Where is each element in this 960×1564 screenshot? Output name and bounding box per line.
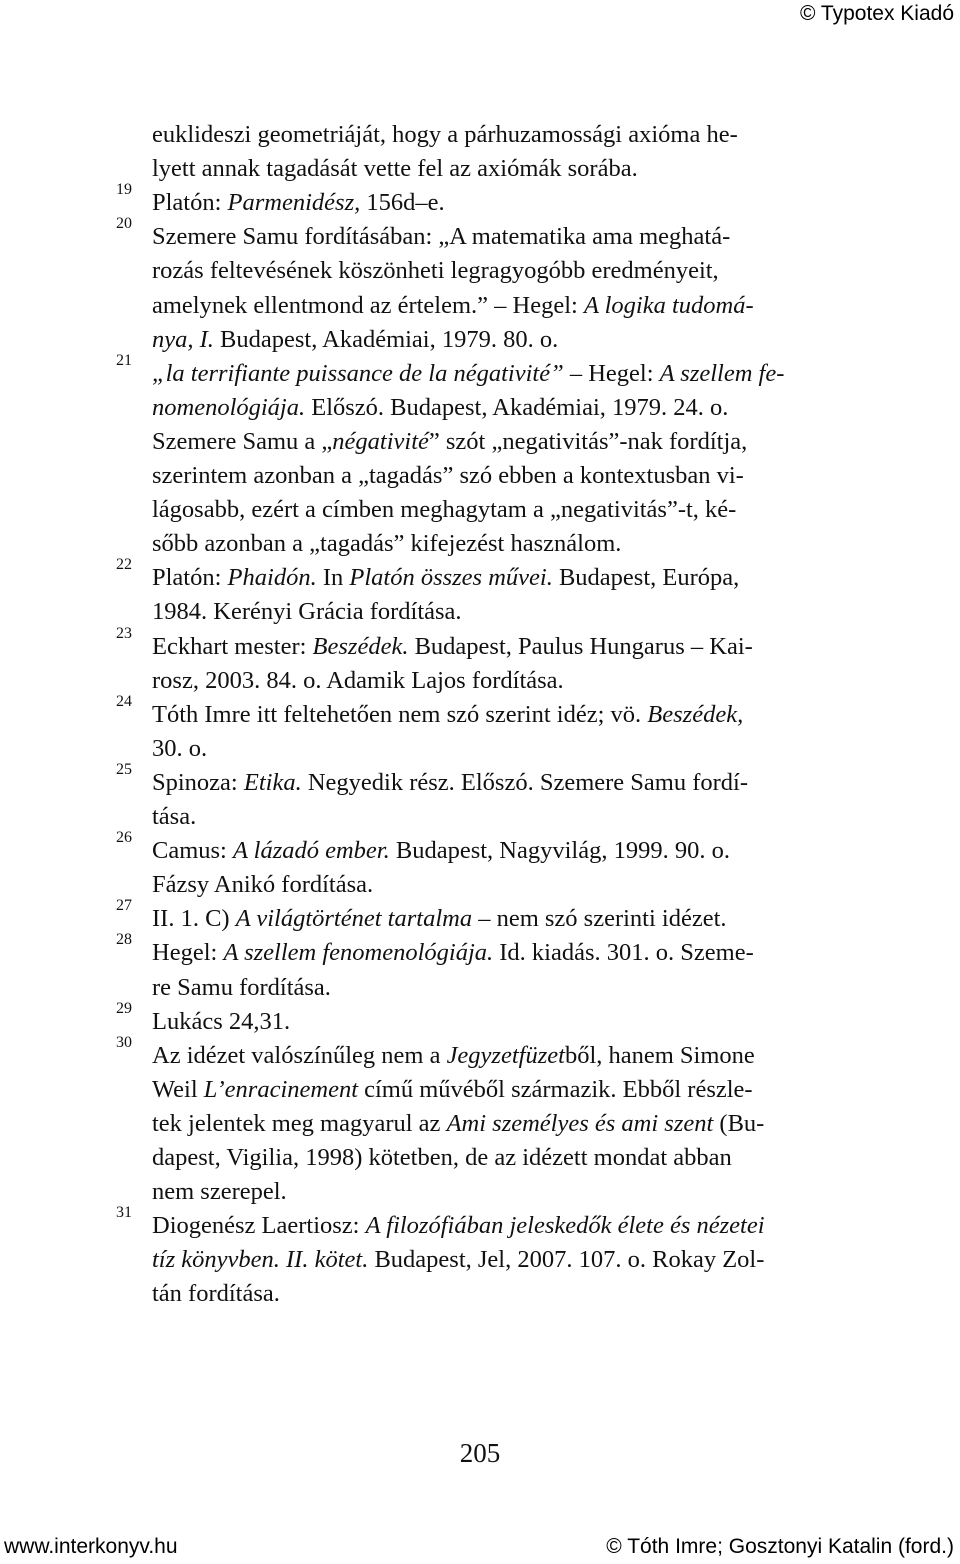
footnote-text: sőbb azonban a „tagadás” kifejezést használom. [152, 530, 622, 558]
footnote-text: Tóth Imre itt feltehetően nem szó szerint idéz; vö. [152, 700, 648, 728]
footnote-line [152, 595, 844, 629]
footnote-text: Platón: [152, 564, 228, 592]
website-link[interactable]: www.interkonyv.hu [4, 1535, 178, 1558]
footnote-text: – Hegel: [563, 359, 660, 387]
footnote-line [152, 186, 844, 220]
footnote-line [152, 1141, 844, 1175]
footnote-line [152, 561, 844, 595]
footnote-number: 23 [116, 624, 132, 642]
footnote-text: rosz, 2003. 84. o. Adamik Lajos fordítása. [152, 666, 564, 694]
footnote-line [152, 630, 844, 664]
footnote-line [152, 289, 844, 323]
italic-title-text: Beszédek, [647, 700, 744, 728]
footnote-number: 19 [116, 181, 132, 199]
footnote-line [152, 527, 844, 561]
footnote-line [152, 254, 844, 288]
footnote-text: tek jelentek meg magyarul az [152, 1109, 447, 1137]
italic-title-text: négativité [332, 427, 429, 455]
footnote-text: Szemere Samu a „ [152, 427, 333, 455]
footnote-number: 22 [116, 556, 132, 574]
footnote-line [152, 834, 844, 868]
italic-title-text: Platón összes művei. [349, 564, 553, 592]
footnote-line [152, 732, 844, 766]
footnote-line [152, 766, 844, 800]
footnote-line [152, 1073, 844, 1107]
footnote-text: re Samu fordítása. [152, 973, 331, 1001]
footnote-number: 28 [116, 931, 132, 949]
footnote-text: nem szerepel. [152, 1178, 287, 1206]
italic-title-text: Beszédek. [312, 632, 409, 660]
footnote-text: – nem szó szerinti idézet. [472, 905, 727, 933]
footnote-text: lyett annak tagadását vette fel az axiómák sorába. [152, 155, 638, 183]
footnote-line [152, 1209, 844, 1243]
footnote-text: II. 1. C) [152, 905, 236, 933]
footnote-text: szerintem azonban a „tagadás” szó ebben a kontextusban vi- [152, 462, 744, 489]
footnote-text: tása. [152, 803, 197, 830]
footnote-line [152, 971, 844, 1005]
footnote-text: rozás feltevésének köszönheti legragyogóbb eredményeit, [152, 257, 719, 285]
footnote-line [152, 1277, 844, 1311]
footnote-line [152, 698, 844, 732]
footnote-text: Diogenész Laertiosz: [152, 1212, 366, 1240]
italic-title-text: tíz könyvben. II. kötet. [152, 1246, 369, 1274]
italic-title-text: nomenológiája. [152, 393, 306, 421]
footnote-text: 1984. Kerényi Grácia fordítása. [152, 598, 462, 626]
publisher-credit: © Typotex Kiadó [799, 2, 954, 25]
footnote-text: Camus: [152, 837, 233, 865]
italic-title-text: A logika tudomá- [583, 291, 754, 319]
footnote-text: 30. o. [152, 734, 208, 762]
italic-title-text: A szellem fenomenológiája. [223, 939, 494, 967]
italic-title-text: Jegyzetfüzet [446, 1041, 565, 1069]
footnote-text: Id. kiadás. 301. o. Szeme- [493, 939, 754, 967]
italic-title-text: L’enracinement [203, 1075, 358, 1103]
footnote-line [152, 800, 844, 834]
footnote-line [152, 868, 844, 902]
footnote-text: Lukács 24,31. [152, 1007, 291, 1035]
footnote-line [152, 1005, 844, 1039]
footnote-text: In [316, 564, 350, 592]
footnote-text: Szemere Samu fordításában: „A matematika ama meghatá- [152, 223, 731, 251]
footnote-line [152, 1107, 844, 1141]
footnote-text: Budapest, Nagyvilág, 1999. 90. o. [389, 837, 730, 865]
footnote-text: Előszó. Budapest, Akadémiai, 1979. 24. o. [305, 393, 729, 421]
italic-title-text: Parmenidész, [227, 189, 361, 217]
footnote-text: dapest, Vigilia, 1998) kötetben, de az idézett mondat abban [152, 1144, 732, 1171]
footnote-line [152, 1243, 844, 1277]
italic-title-text: A filozófiában jeleskedők élete és nézetei [365, 1212, 765, 1240]
footnote-line [152, 459, 844, 493]
footnote-text: Budapest, Paulus Hungarus – Kai- [408, 632, 753, 660]
footnote-text: euklideszi geometriáját, hogy a párhuzamossági axióma he- [152, 121, 738, 148]
footnote-text: Az idézet valószínűleg nem a [152, 1041, 447, 1069]
footnote-text: lágosabb, ezért a címben meghagytam a „negativitás”-t, ké- [152, 496, 737, 524]
footnote-line [152, 118, 844, 152]
footnote-text: amelynek ellentmond az értelem.” – Hegel: [152, 291, 584, 319]
footnote-line [152, 220, 844, 254]
footnote-line [152, 664, 844, 698]
footnote-text: című művéből származik. Ebből részle- [358, 1075, 753, 1103]
italic-title-text: A világtörténet tartalma [235, 905, 473, 933]
footnote-text: Platón: [152, 189, 228, 217]
italic-title-text: Ami személyes és ami szent [446, 1109, 714, 1137]
italic-title-text: nya, I. [152, 325, 214, 353]
footnote-text: Hegel: [152, 939, 224, 967]
footnote-text: ” szót „negativitás”-nak fordítja, [428, 427, 748, 455]
italic-title-text: A lázadó ember. [233, 837, 390, 865]
footnote-text: tán fordítása. [152, 1280, 280, 1308]
footnote-line [152, 493, 844, 527]
italic-title-text: Phaidón. [227, 564, 317, 592]
footnote-text: Fázsy Anikó fordítása. [152, 871, 374, 899]
footnote-number: 27 [116, 897, 132, 915]
footnote-number: 25 [116, 760, 132, 778]
footnote-text: Budapest, Akadémiai, 1979. 80. o. [213, 325, 559, 353]
footnote-text: Eckhart mester: [152, 632, 313, 660]
italic-title-text: „la terrifiante puissance de la négativité” [152, 359, 564, 387]
footnote-text: 156d–e. [360, 189, 445, 217]
footnote-number: 29 [116, 999, 132, 1017]
translator-credit: © Tóth Imre; Gosztonyi Katalin (ford.) [606, 1535, 954, 1558]
italic-title-text: A szellem fe- [659, 359, 785, 387]
footnote-line [152, 936, 844, 970]
footnote-line [152, 1039, 844, 1073]
footnote-text: Budapest, Jel, 2007. 107. o. Rokay Zol- [368, 1246, 765, 1274]
footnote-number: 26 [116, 829, 132, 847]
footnote-line [152, 152, 844, 186]
footnote-number: 24 [116, 692, 132, 710]
footnote-text: Weil [152, 1075, 204, 1103]
footnote-line [152, 1175, 844, 1209]
footnote-line [152, 323, 844, 357]
footnote-number: 20 [116, 215, 132, 233]
footnote-line [152, 425, 844, 459]
footnote-line [152, 391, 844, 425]
page-number: 205 [459, 1438, 501, 1468]
footnote-number: 21 [116, 351, 132, 369]
footnote-number: 30 [116, 1033, 132, 1051]
footnote-line [152, 902, 844, 936]
footnote-text: (Bu- [713, 1109, 765, 1137]
italic-title-text: Etika. [243, 768, 302, 796]
footnote-line [152, 357, 844, 391]
footnote-text: Spinoza: [152, 768, 244, 796]
footnote-text: ből, hanem Simone [564, 1041, 755, 1069]
footnote-text: Negyedik rész. Előszó. Szemere Samu fordí- [301, 768, 749, 796]
footnote-number: 31 [116, 1204, 132, 1222]
footnote-text: Budapest, Európa, [552, 564, 740, 592]
